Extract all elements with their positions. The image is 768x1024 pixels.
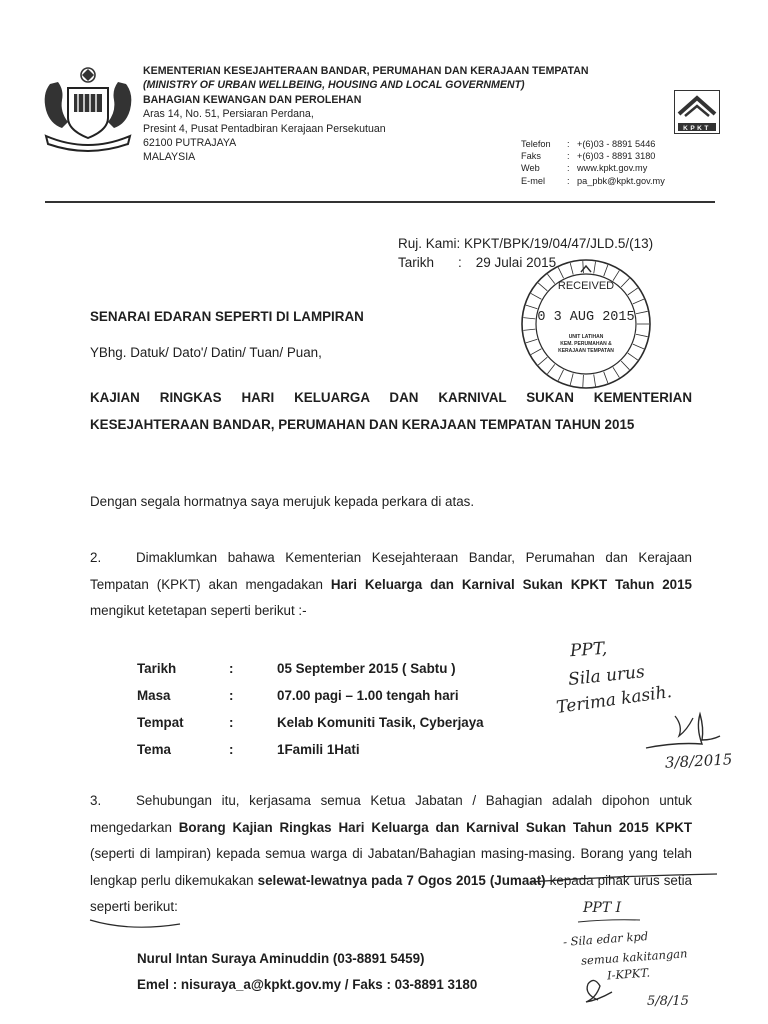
letterhead-divider [45, 201, 715, 203]
paragraph-number: 3. [90, 793, 102, 808]
stamp-tick [621, 278, 629, 287]
paragraph-1: Dengan segala hormatnya saya merujuk kepada perkara di atas. [90, 494, 475, 509]
date-colon: : [458, 255, 462, 270]
stamp-org-line: KEM. PERUMAHAN & [560, 341, 612, 347]
detail-row [137, 682, 484, 709]
reference-number: Ruj. Kami: KPKT/BPK/19/04/47/JLD.5/(13) [398, 236, 654, 251]
contact-sep: : [567, 163, 570, 174]
event-details [137, 655, 484, 763]
contact-value: +(6)03 - 8891 3180 [577, 151, 656, 162]
contact-row [521, 175, 665, 187]
stamp-tick [633, 344, 644, 349]
salutation: YBhg. Datuk/ Dato'/ Datin/ Tuan/ Puan, [90, 345, 322, 360]
event-name: Hari Keluarga dan Karnival Sukan KPKT Tahun 2015 [330, 576, 693, 592]
detail-row [137, 736, 484, 763]
handwritten-note: I-KPKT. [606, 965, 651, 983]
stamp-tick [558, 370, 563, 381]
stamp-tick [570, 263, 573, 275]
stamp-tick [538, 357, 547, 365]
kpkt-logo-icon [674, 90, 720, 134]
contact-value: www.kpkt.gov.my [577, 163, 648, 174]
stamp-tick [531, 349, 541, 355]
stamp-tick [594, 262, 596, 274]
address-line: Aras 14, No. 51, Persiaran Perdana, [143, 108, 314, 121]
stamp-received-text: RECEIVED [557, 280, 615, 292]
stamp-tick [621, 361, 629, 370]
detail-row [137, 709, 484, 736]
detail-key: Tempat [137, 715, 184, 730]
contact-label: Web [521, 163, 540, 174]
stamp-tick [628, 288, 638, 295]
underline-mark [90, 920, 180, 927]
detail-colon: : [229, 661, 234, 676]
detail-key: Tema [137, 742, 171, 757]
stamp-tick [604, 265, 608, 276]
stamp-date: 0 3 AUG 2015 [537, 310, 635, 325]
stamp-tick [570, 373, 573, 385]
address-line: Presint 4, Pusat Pentadbiran Kerajaan Persekutuan [143, 122, 386, 135]
stamp-tick [558, 267, 563, 278]
handwritten-note: PPT, [569, 638, 608, 662]
secretariat-name: Nurul Intan Suraya Aminuddin (03-8891 5459) [137, 951, 425, 966]
contact-row [521, 138, 665, 150]
handwritten-note: Sila urus [567, 662, 646, 690]
contact-value: pa_pbk@kpkt.gov.my [577, 175, 665, 186]
stamp-org-line: UNIT LATIHAN [568, 334, 604, 340]
stamp-org-line: KERAJAAN TEMPATAN [558, 348, 614, 354]
stamp-tick [538, 283, 547, 291]
stamp-tick [523, 329, 535, 330]
stamp-tick [604, 372, 608, 383]
ministry-name: KEMENTERIAN KESEJAHTERAAN BANDAR, PERUMAHAN DAN KERAJAAN TEMPATAN [143, 65, 589, 77]
paragraph-text: mengikut ketetapan seperti berikut :- [90, 603, 307, 618]
stamp-tick [633, 299, 644, 304]
coat-of-arms-icon [38, 64, 138, 154]
detail-row [137, 655, 484, 682]
handwritten-note: Terima kasih. [555, 682, 674, 718]
stamp-tick [523, 318, 535, 319]
detail-value: Kelab Komuniti Tasik, Cyberjaya [277, 715, 484, 730]
date-value: 29 Julai 2015 [475, 255, 557, 270]
division-name: BAHAGIAN KEWANGAN DAN PEROLEHAN [143, 93, 362, 106]
paragraph-number: 2. [90, 550, 102, 565]
paragraph-text: Sehubungan itu, kerjasama semua Ketua Jabatan / Bahagian adalah dipohon untuk mengedarkan [90, 793, 692, 835]
detail-colon: : [229, 715, 234, 730]
paragraph-text: Dimaklumkan bahawa Kementerian Kesejahteraan Bandar, Perumahan dan Kerajaan Tempatan (KPKT) akan mengadakan [90, 550, 692, 592]
stamp-tick [636, 334, 648, 336]
contact-row [521, 150, 665, 162]
stamp-tick [531, 293, 541, 299]
contact-row [521, 162, 665, 174]
detail-value: 07.00 pagi – 1.00 tengah hari [277, 688, 459, 703]
received-stamp [511, 258, 661, 392]
contact-sep: : [567, 139, 570, 149]
contact-sep: : [567, 175, 570, 186]
detail-value: 05 September 2015 ( Sabtu ) [277, 661, 456, 676]
stamp-tick [526, 339, 537, 343]
paragraph-2 [90, 545, 692, 625]
detail-colon: : [229, 688, 234, 703]
signature-mark [675, 716, 693, 736]
detail-key: Tarikh [137, 661, 177, 676]
detail-value: 1Famili 1Hati [277, 742, 360, 757]
detail-colon: : [229, 742, 234, 757]
handwritten-note-title: PPT I [583, 900, 622, 916]
stamp-tick [636, 311, 648, 313]
stamp-tick [547, 364, 554, 373]
secretariat-email: Emel : nisuraya_a@kpkt.gov.my / Faks : 03-8891 3180 [137, 977, 478, 992]
recipients-line: SENARAI EDARAN SEPERTI DI LAMPIRAN [90, 309, 364, 324]
contact-value: +(6)03 - 8891 5446 [577, 139, 656, 149]
handwritten-date: 3/8/2015 [664, 750, 733, 772]
contact-label: Faks [521, 151, 541, 162]
contact-block [521, 138, 665, 187]
stamp-tick [613, 367, 619, 377]
signature-mark [646, 714, 720, 748]
address-line: 62100 PUTRAJAYA [143, 137, 237, 150]
logo-text: KPKT [683, 125, 711, 132]
stamp-tick [526, 305, 537, 309]
stamp-tick [547, 274, 554, 283]
address-line: MALAYSIA [143, 151, 196, 164]
deadline: selewat-lewatnya pada 7 Ogos 2015 (Jumaat) [257, 872, 546, 888]
contact-label: E-mel [521, 175, 545, 186]
handwritten-note: - Sila edar kpd [562, 929, 649, 949]
handwritten-date: 5/8/15 [647, 994, 689, 1009]
detail-key: Masa [137, 688, 171, 703]
ministry-name-english: (MINISTRY OF URBAN WELLBEING, HOUSING AND LOCAL GOVERNMENT) [143, 79, 525, 92]
contact-sep: : [567, 151, 570, 162]
letter-title: KAJIAN RINGKAS HARI KELUARGA DAN KARNIVAL SUKAN KEMENTERIAN KESEJAHTERAAN BANDAR, PERUMAHAN DAN KERAJAAN TEMPATAN TAHUN 2015 [90, 390, 692, 432]
contact-label: Telefon [521, 139, 551, 149]
form-name: Borang Kajian Ringkas Hari Keluarga dan Karnival Sukan Tahun 2015 KPKT [178, 819, 693, 835]
paragraph-text: kepada pihak urus setia seperti berikut: [90, 872, 692, 914]
paragraph-text: (seperti di lampiran) kepada semua warga di Jabatan/Bahagian masing-masing. Borang yang telah lengkap perlu dikemukakan [90, 846, 692, 888]
stamp-tick [628, 353, 638, 360]
handwritten-note: semua kakitangan [580, 946, 688, 968]
date-label: Tarikh [398, 255, 435, 270]
stamp-tick [583, 261, 584, 273]
signature-mark [586, 980, 612, 1002]
